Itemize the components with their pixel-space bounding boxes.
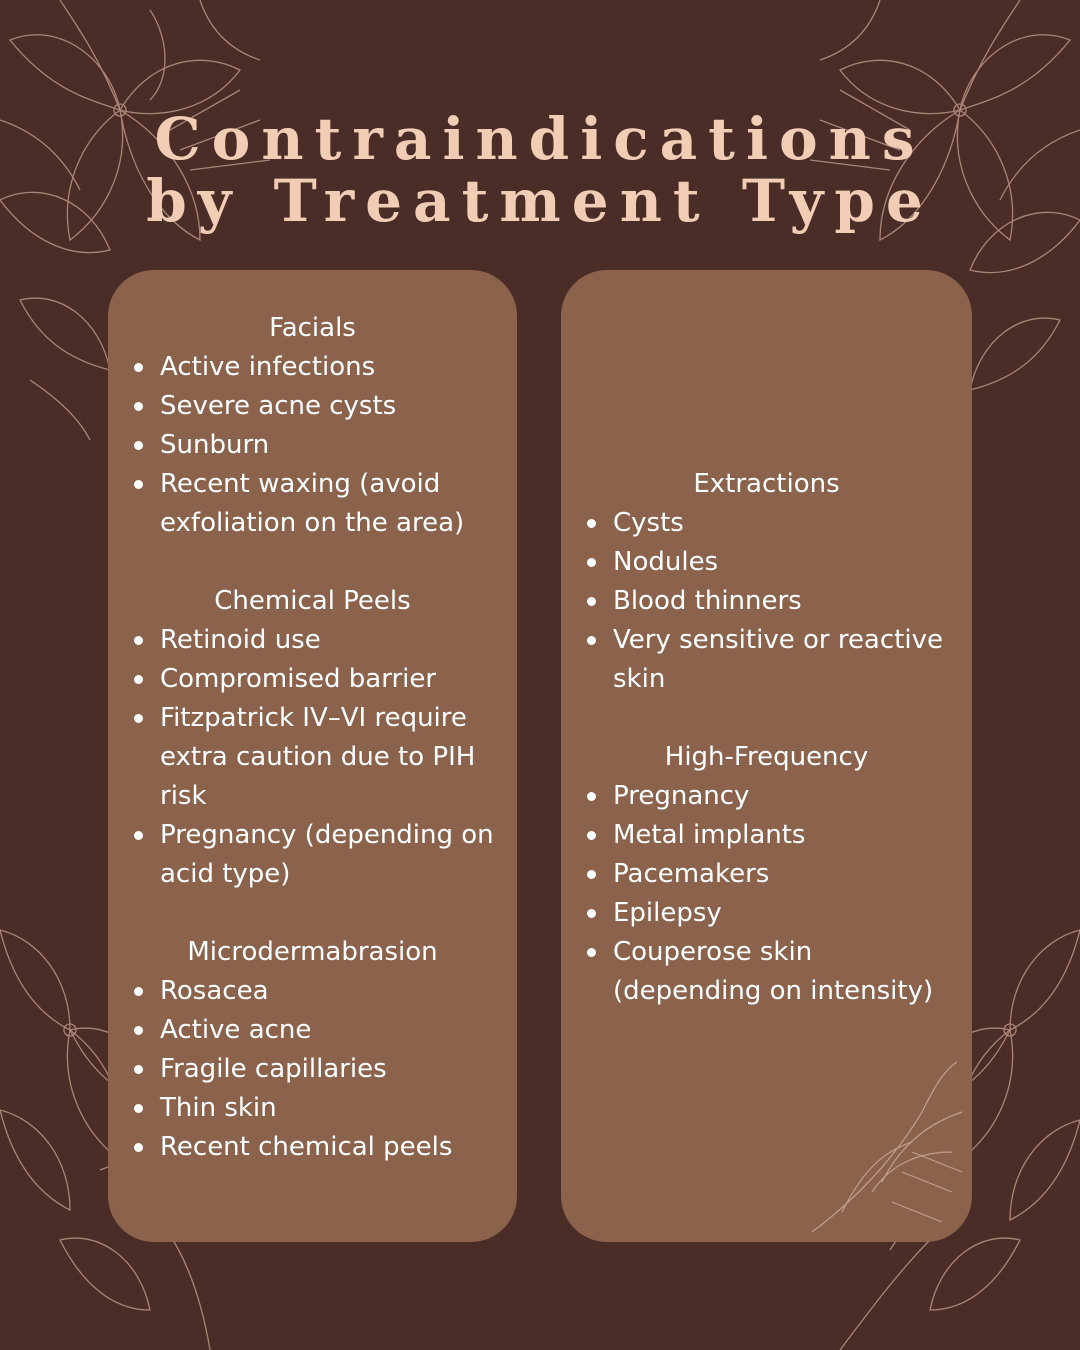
list-item: Fragile capillaries — [108, 1050, 517, 1089]
list-item: Epilepsy — [561, 894, 972, 933]
list-item: Fitzpatrick IV–VI require extra caution due to PIH risk — [108, 699, 517, 816]
list-item: Thin skin — [108, 1089, 517, 1128]
section-microdermabrasion — [108, 933, 517, 1167]
page-title — [0, 105, 1080, 235]
section-high-frequency — [561, 738, 972, 1011]
list-item: Recent waxing (avoid exfoliation on the area) — [108, 465, 517, 543]
list-item: Pregnancy — [561, 777, 972, 816]
left-panel — [108, 270, 517, 1242]
section-chemical-peels — [108, 582, 517, 894]
section-extractions — [561, 465, 972, 699]
list-item: Active acne — [108, 1011, 517, 1050]
bullet-list — [108, 972, 517, 1167]
right-panel — [561, 270, 972, 1242]
bullet-list — [108, 621, 517, 894]
list-item: Couperose skin (depending on intensity) — [561, 933, 972, 1011]
list-item: Pregnancy (depending on acid type) — [108, 816, 517, 894]
list-item: Retinoid use — [108, 621, 517, 660]
section-heading: Microdermabrasion — [187, 937, 438, 967]
floral-sprig-icon — [782, 1052, 972, 1242]
section-heading: Extractions — [693, 469, 840, 499]
bullet-list — [561, 777, 972, 1011]
list-item: Metal implants — [561, 816, 972, 855]
list-item: Pacemakers — [561, 855, 972, 894]
list-item: Compromised barrier — [108, 660, 517, 699]
list-item: Very sensitive or reactive skin — [561, 621, 972, 699]
section-facials — [108, 309, 517, 543]
list-item: Severe acne cysts — [108, 387, 517, 426]
list-item: Active infections — [108, 348, 517, 387]
list-item: Cysts — [561, 504, 972, 543]
title-line-2: by Treatment Type — [146, 167, 934, 235]
section-heading: High-Frequency — [664, 742, 869, 772]
list-item: Sunburn — [108, 426, 517, 465]
bullet-list — [561, 504, 972, 699]
list-item: Blood thinners — [561, 582, 972, 621]
section-heading: Chemical Peels — [214, 586, 411, 616]
title-line-1: Contraindications — [154, 105, 926, 173]
list-item: Recent chemical peels — [108, 1128, 517, 1167]
section-heading: Facials — [269, 313, 356, 343]
bullet-list — [108, 348, 517, 543]
list-item: Nodules — [561, 543, 972, 582]
list-item: Rosacea — [108, 972, 517, 1011]
